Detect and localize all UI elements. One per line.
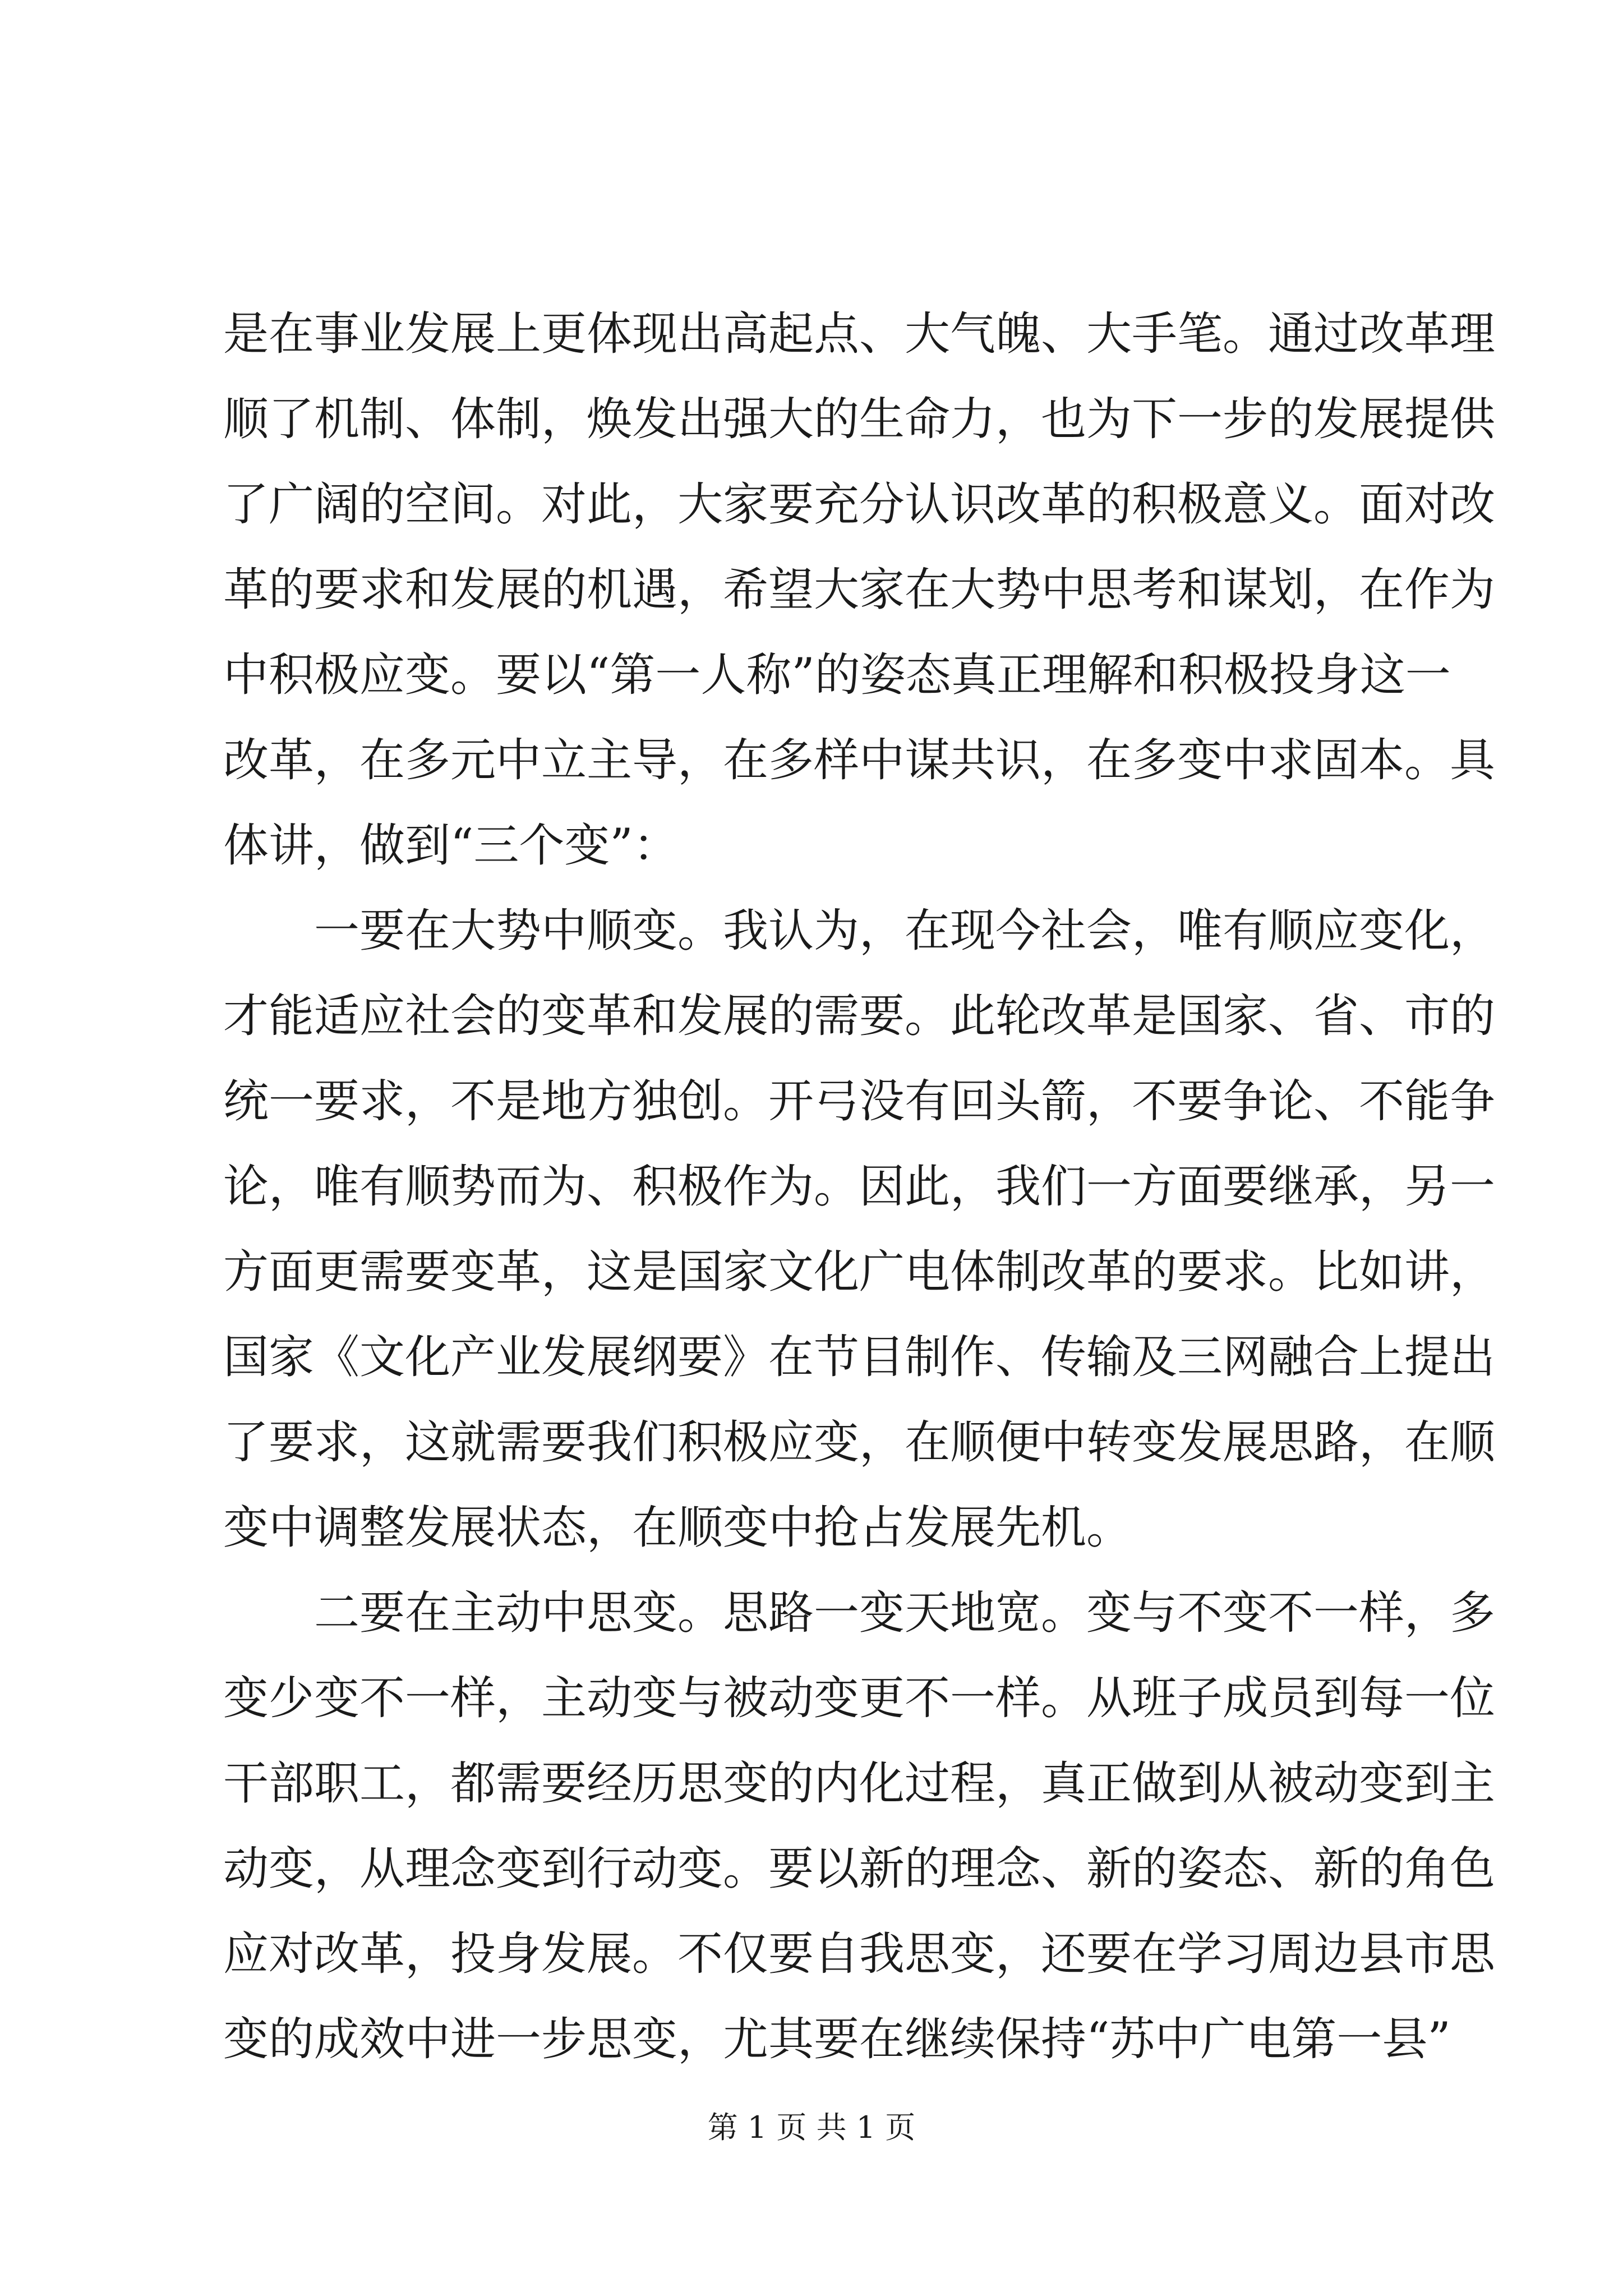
text-line: 才能适应社会的变革和发展的需要。此轮改革是国家、省、市的 [223,990,1496,1043]
text-line: 一要在大势中顺变。我认为，在现今社会，唯有顺应变化， [314,905,1496,958]
text-line: 中积极应变。要以“第一人称”的姿态真正理解和积极投身这一 [223,649,1451,702]
text-line: 改革，在多元中立主导，在多样中谋共识，在多变中求固本。具 [223,734,1496,787]
text-line: 统一要求，不是地方独创。开弓没有回头箭，不要争论、不能争 [223,1075,1496,1128]
text-line: 了广阔的空间。对此，大家要充分认识改革的积极意义。面对改 [223,478,1496,531]
paragraph [223,889,1496,1571]
page-footer: 第 1 页 共 1 页 [707,2110,916,2145]
text-line: 论，唯有顺势而为、积极作为。因此，我们一方面要继承，另一 [223,1161,1496,1213]
text-line: 动变，从理念变到行动变。要以新的理念、新的姿态、新的角色 [223,1843,1496,1895]
text-line: 方面更需要变革，这是国家文化广电体制改革的要求。比如讲， [223,1246,1496,1299]
text-line: 革的要求和发展的机遇，希望大家在大势中思考和谋划，在作为 [223,564,1496,616]
text-line: 变的成效中进一步思变，尤其要在继续保持“苏中广电第一县” [223,2013,1451,2066]
paragraph [223,292,1496,889]
text-line: 是在事业发展上更体现出高起点、大气魄、大手笔。通过改革理 [223,308,1496,361]
text-line: 国家《文化产业发展纲要》在节目制作、传输及三网融合上提出 [223,1331,1496,1384]
document-body [223,292,1496,2082]
text-line: 应对改革，投身发展。不仅要自我思变，还要在学习周边县市思 [223,1928,1496,1981]
text-line: 变少变不一样，主动变与被动变更不一样。从班子成员到每一位 [223,1672,1496,1725]
paragraph [223,1571,1496,2082]
text-line: 了要求，这就需要我们积极应变，在顺便中转变发展思路，在顺 [223,1416,1496,1469]
text-line: 变中调整发展状态，在顺变中抢占发展先机。 [223,1502,1132,1554]
text-line: 二要在主动中思变。思路一变天地宽。变与不变不一样，多 [314,1587,1496,1640]
text-line: 干部职工，都需要经历思变的内化过程，真正做到从被动变到主 [223,1757,1496,1810]
text-line: 体讲，做到“三个变”： [223,820,679,872]
text-line: 顺了机制、体制，焕发出强大的生命力，也为下一步的发展提供 [223,393,1496,446]
